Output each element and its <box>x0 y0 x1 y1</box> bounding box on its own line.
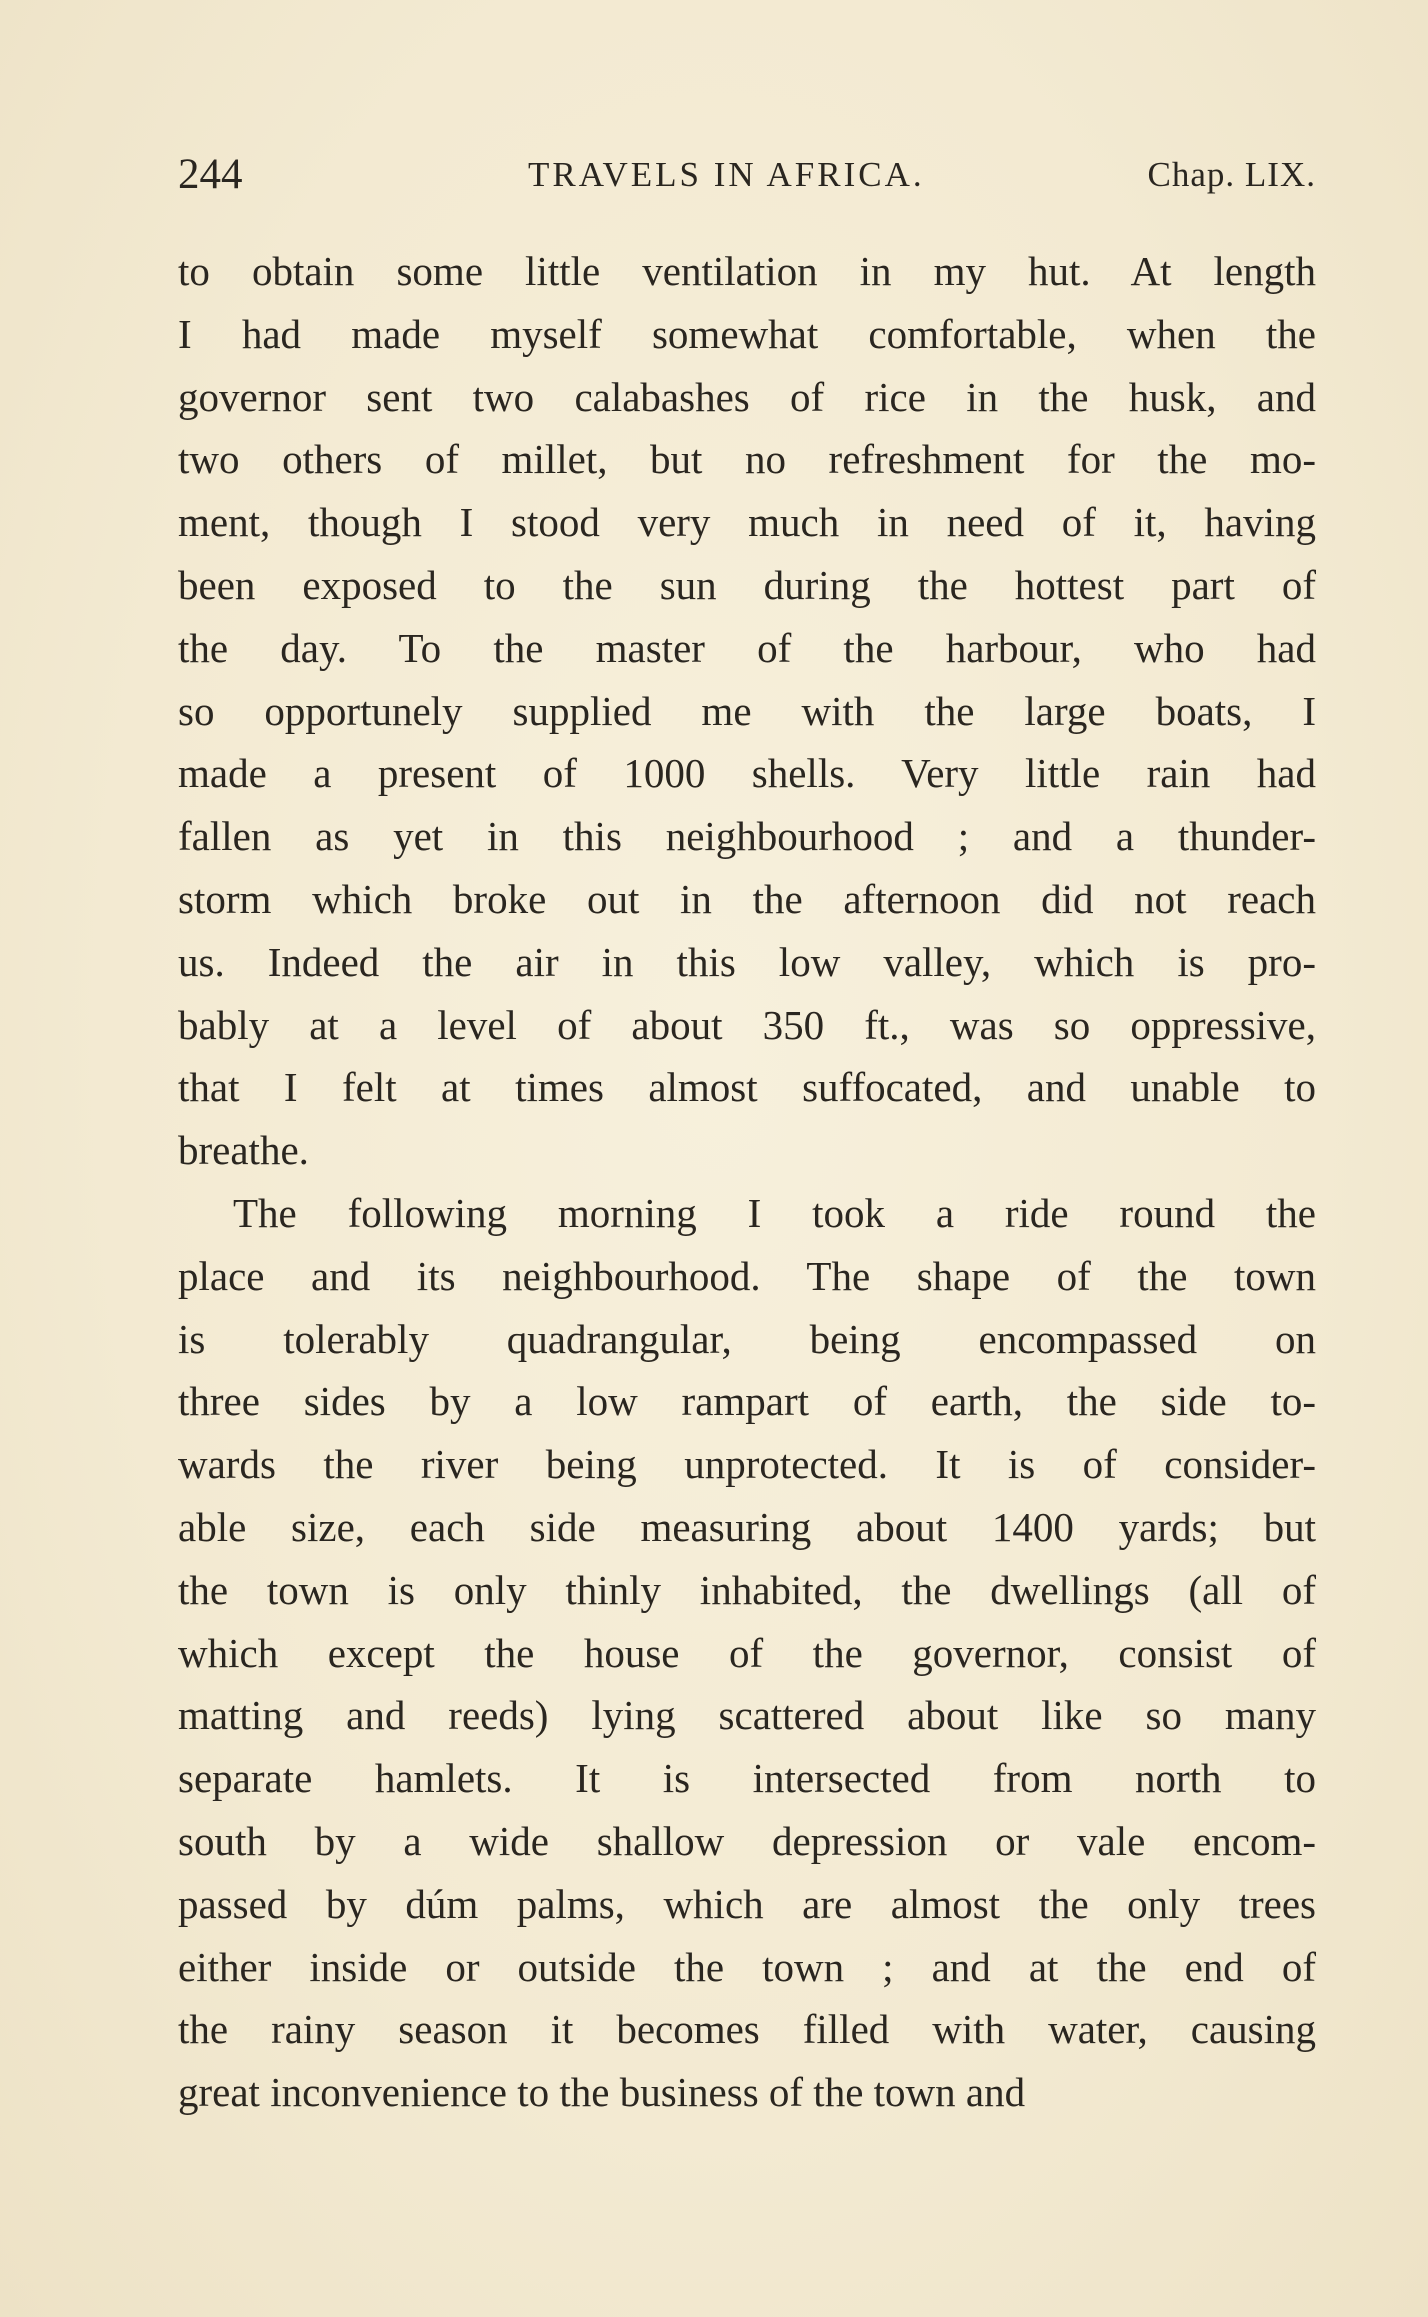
text-line: bably at a level of about 350 ft., was so oppressive, <box>178 1001 1316 1048</box>
running-header <box>178 140 1316 210</box>
text-line: so opportunely supplied me with the large boats, I <box>178 687 1316 734</box>
text-line: separate hamlets. It is intersected from north to <box>178 1755 1316 1802</box>
text-line: been exposed to the sun during the hottest part of <box>178 561 1316 608</box>
text-line: which except the house of the governor, consist of <box>178 1629 1316 1676</box>
text-line: three sides by a low rampart of earth, the side to- <box>178 1378 1316 1425</box>
text-line: able size, each side measuring about 1400 yards; but <box>178 1503 1316 1550</box>
text-line: us. Indeed the air in this low valley, which is pro- <box>178 938 1316 985</box>
running-title: TRAVELS IN AFRICA. <box>528 155 925 194</box>
text-line: great inconvenience to the business of the town and <box>178 2069 1026 2116</box>
text-line: I had made myself somewhat comfortable, when the <box>178 310 1316 357</box>
text-line: storm which broke out in the afternoon did not reach <box>178 875 1316 922</box>
text-line: that I felt at times almost suffocated, and unable to <box>178 1064 1316 1111</box>
text-line: wards the river being unprotected. It is of consider- <box>178 1441 1316 1488</box>
text-line: breathe. <box>178 1127 309 1174</box>
text-line: south by a wide shallow depression or vale encom- <box>178 1817 1316 1864</box>
text-line: fallen as yet in this neighbourhood ; and a thunder- <box>178 813 1316 860</box>
text-line: to obtain some little ventilation in my hut. At length <box>178 248 1316 294</box>
text-line: the rainy season it becomes filled with water, causing <box>178 2006 1316 2053</box>
page-number: 244 <box>178 151 243 198</box>
paragraph <box>178 1182 1316 2124</box>
text-line: the town is only thinly inhabited, the dwellings (all of <box>178 1566 1316 1613</box>
text-line: matting and reeds) lying scattered about like so many <box>178 1692 1316 1739</box>
text-line: two others of millet, but no refreshment for the mo- <box>178 436 1316 483</box>
body-text <box>178 240 1316 2124</box>
text-line: is tolerably quadrangular, being encompassed on <box>178 1315 1316 1362</box>
text-line: either inside or outside the town ; and at the end of <box>178 1943 1316 1990</box>
text-line: place and its neighbourhood. The shape of the town <box>178 1252 1316 1299</box>
text-line: passed by dúm palms, which are almost the only trees <box>178 1880 1316 1927</box>
text-line: The following morning I took a ride round the <box>233 1189 1316 1236</box>
text-line: made a present of 1000 shells. Very little rain had <box>178 750 1316 797</box>
text-line: ment, though I stood very much in need of it, having <box>178 499 1316 546</box>
text-line: the day. To the master of the harbour, who had <box>178 624 1316 671</box>
text-line: governor sent two calabashes of rice in the husk, and <box>178 373 1316 420</box>
chapter-reference: Chap. LIX. <box>1147 155 1316 194</box>
paragraph <box>178 240 1316 1182</box>
